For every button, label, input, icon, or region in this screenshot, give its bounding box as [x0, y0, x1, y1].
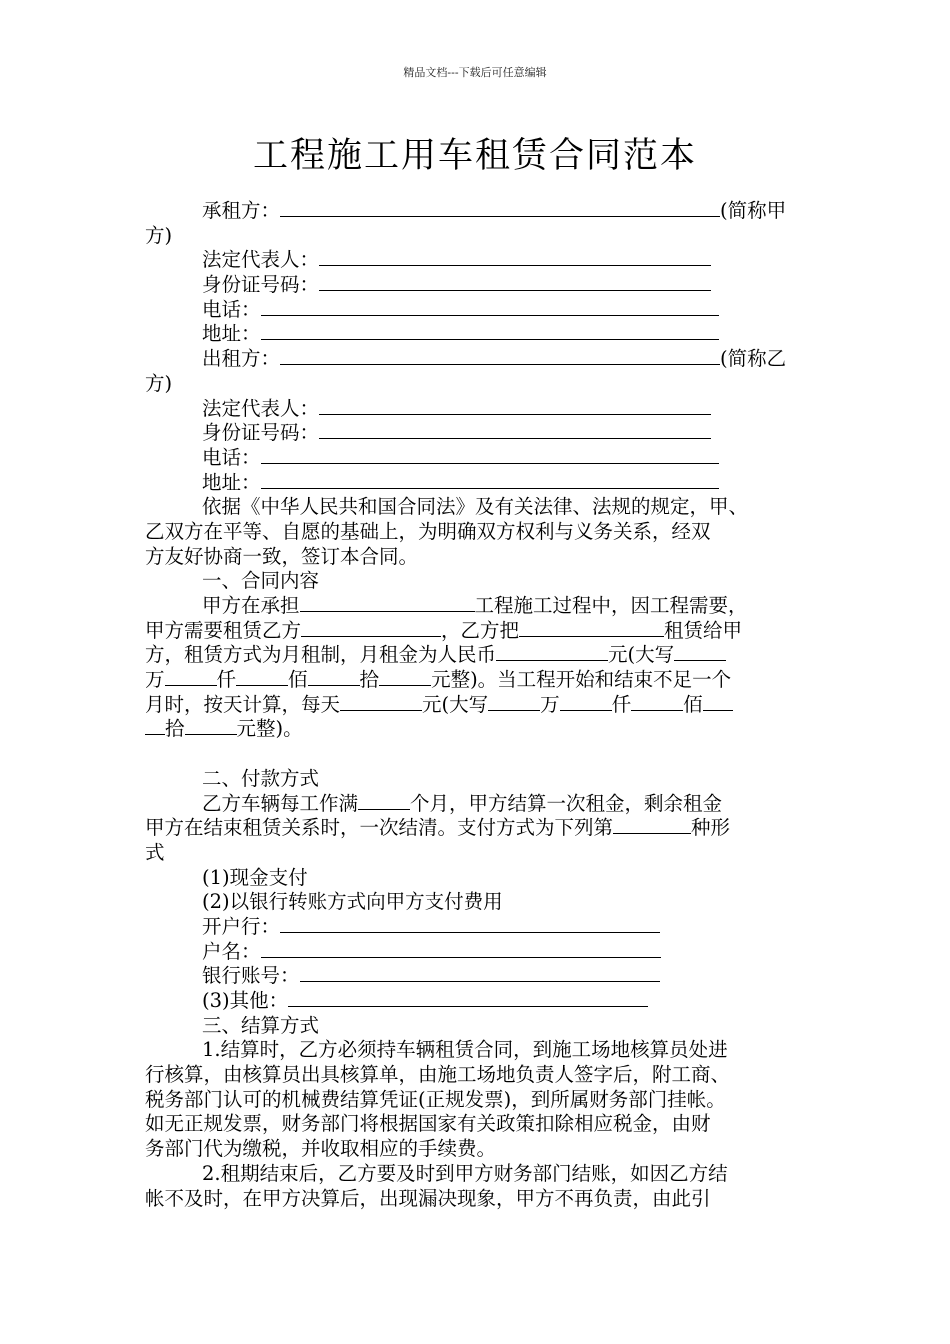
daily-bai-blank[interactable] — [703, 693, 733, 711]
payment-option-1: (1)现金支付 — [202, 865, 308, 889]
lessee-phone-label: 电话： — [202, 297, 261, 321]
qian-blank[interactable] — [236, 668, 288, 686]
section2-heading: 二、付款方式 — [202, 766, 320, 790]
header-note: 精品文档---下载后可任意编辑 — [403, 66, 547, 79]
lessor-blank[interactable] — [280, 347, 720, 365]
wan-blank[interactable] — [165, 668, 217, 686]
section1-line — [145, 594, 825, 619]
daily-wan-blank[interactable] — [560, 693, 612, 711]
text-run: 拾 — [165, 717, 185, 741]
lessor-name-blank[interactable] — [301, 619, 441, 637]
section3-line: 2.租期结束后，乙方要及时到甲方财务部门结账，如因乙方结 — [202, 1161, 728, 1185]
lessee-id-line — [145, 273, 825, 298]
project-name-blank[interactable] — [300, 594, 475, 612]
document-title: 工程施工用车租赁合同范本 — [252, 136, 697, 176]
lessee-phone-blank[interactable] — [261, 298, 719, 316]
bank-line — [145, 915, 825, 940]
section3-line: 行核算，由核算员出具核算单，由施工场地负责人签字后，附工商、 — [145, 1063, 731, 1087]
text-run: 元(大写 — [422, 692, 489, 716]
text-run: 元(大写 — [608, 643, 675, 667]
section3-line: 务部门代为缴税，并收取相应的手续费。 — [145, 1137, 497, 1161]
rent-words-blank[interactable] — [674, 643, 726, 661]
lessor-id-blank[interactable] — [319, 421, 711, 439]
lessor-address-blank[interactable] — [261, 471, 719, 489]
section2-line — [145, 816, 825, 841]
payment-option-2: (2)以银行转账方式向甲方支付费用 — [202, 890, 503, 914]
section3-line: 帐不及时，在甲方决算后，出现漏决现象，甲方不再负责，由此引 — [145, 1186, 711, 1210]
lessee-abbr-cont: 方) — [145, 223, 173, 247]
daily-shi-blank[interactable] — [185, 717, 237, 735]
other-label: (3)其他： — [202, 989, 289, 1012]
text-run: 工程施工过程中，因工程需要， — [474, 594, 748, 617]
lessor-rep-blank[interactable] — [319, 397, 711, 415]
text-run: 万 — [540, 692, 560, 716]
lessor-id-label: 身份证号码： — [202, 421, 320, 445]
lessor-phone-blank[interactable] — [261, 446, 719, 464]
lessor-address-line — [145, 471, 825, 496]
section3-line: 税务部门认可的机械费结算凭证(正规发票)，到所属财务部门挂帐。 — [145, 1087, 726, 1111]
lessee-abbr: (简称甲 — [720, 199, 787, 222]
section3-heading: 三、结算方式 — [202, 1013, 320, 1037]
lessor-phone-label: 电话： — [202, 445, 261, 469]
text-run: 种形 — [691, 816, 731, 840]
lessee-rep-line — [145, 248, 825, 273]
lessee-address-blank[interactable] — [261, 322, 719, 340]
lessor-rep-label: 法定代表人： — [202, 396, 320, 420]
daily-words-blank[interactable] — [488, 693, 540, 711]
shi-blank[interactable] — [379, 668, 431, 686]
section2-line: 式 — [145, 840, 165, 864]
account-no-blank[interactable] — [300, 964, 660, 982]
lessor-line — [145, 347, 825, 372]
months-blank[interactable] — [358, 792, 410, 810]
text-run: 万 — [145, 668, 165, 692]
lessee-line — [145, 199, 825, 224]
section1-line — [145, 717, 825, 742]
text-run: 甲方在承担 — [202, 594, 300, 617]
text-run: 元整)。 — [236, 717, 303, 741]
lessee-label: 承租方： — [202, 199, 281, 222]
lessor-rep-line — [145, 397, 825, 422]
section1-line — [145, 668, 825, 693]
lessor-address-label: 地址： — [202, 470, 261, 494]
lessor-label: 出租方： — [202, 347, 281, 371]
account-no-label: 银行账号： — [202, 964, 300, 988]
text-run: 乙方车辆每工作满 — [202, 791, 359, 815]
text-run: 拾 — [359, 668, 380, 692]
monthly-rent-blank[interactable] — [496, 643, 608, 661]
text-run: ，乙方把 — [441, 618, 520, 642]
lessee-address-label: 地址： — [202, 322, 261, 346]
section1-heading: 一、合同内容 — [202, 569, 320, 593]
text-run: 元整)。当工程开始和结束不足一个 — [431, 668, 732, 692]
daily-bai-blank-cont[interactable] — [145, 717, 165, 735]
text-run: 甲方需要租赁乙方 — [145, 618, 302, 642]
lessee-blank[interactable] — [280, 199, 720, 217]
section2-line — [145, 792, 825, 817]
bank-label: 开户行： — [202, 914, 281, 938]
daily-qian-blank[interactable] — [631, 693, 683, 711]
text-run: 佰 — [683, 692, 703, 716]
section3-line: 1.结算时，乙方必须持车辆租赁合同，到施工场地核算员处进 — [202, 1038, 728, 1062]
section3-line: 如无正规发票，财务部门将根据国家有关政策扣除相应税金，由财 — [145, 1112, 711, 1136]
bai-blank[interactable] — [308, 668, 360, 686]
lessor-abbr: (简称乙 — [720, 347, 787, 371]
lessee-rep-blank[interactable] — [319, 248, 711, 266]
spacer — [145, 742, 825, 767]
section1-line — [145, 693, 825, 718]
text-run: 方，租赁方式为月租制，月租金为人民币 — [145, 643, 497, 667]
lessee-id-blank[interactable] — [319, 273, 711, 291]
section1-line — [145, 643, 825, 668]
text-run: 个月，甲方结算一次租金，剩余租金 — [410, 791, 723, 815]
daily-rent-blank[interactable] — [340, 693, 422, 711]
lessee-phone-line — [145, 298, 825, 323]
bank-blank[interactable] — [280, 915, 660, 933]
text-run: 仟 — [611, 692, 632, 716]
other-blank[interactable] — [288, 989, 648, 1007]
lessor-abbr-cont: 方) — [145, 371, 173, 395]
lessee-address-line — [145, 322, 825, 347]
lessor-id-line — [145, 421, 825, 446]
text-run: 甲方在结束租赁关系时，一次结清。支付方式为下列第 — [145, 816, 614, 840]
payment-option-3 — [145, 989, 825, 1014]
account-name-label: 户名： — [202, 939, 261, 963]
vehicle-blank[interactable] — [519, 619, 664, 637]
text-run: 佰 — [288, 668, 308, 692]
preamble-line: 方友好协商一致，签订本合同。 — [145, 544, 419, 568]
lessor-phone-line — [145, 446, 825, 471]
text-run: 仟 — [216, 668, 237, 692]
preamble-line: 乙双方在平等、自愿的基础上，为明确双方权利与义务关系，经双 — [145, 519, 711, 543]
text-run: 租赁给甲 — [664, 618, 743, 642]
payment-choice-blank[interactable] — [613, 816, 691, 834]
account-name-blank[interactable] — [261, 940, 661, 958]
preamble-line: 依据《中华人民共和国合同法》及有关法律、法规的规定，甲、 — [202, 495, 749, 519]
lessee-id-label: 身份证号码： — [202, 273, 320, 297]
account-no-line — [145, 964, 825, 989]
section1-line — [145, 619, 825, 644]
account-name-line — [145, 940, 825, 965]
lessee-rep-label: 法定代表人： — [202, 248, 320, 272]
text-run: 月时，按天计算，每天 — [145, 692, 341, 716]
contract-body — [145, 199, 825, 1211]
